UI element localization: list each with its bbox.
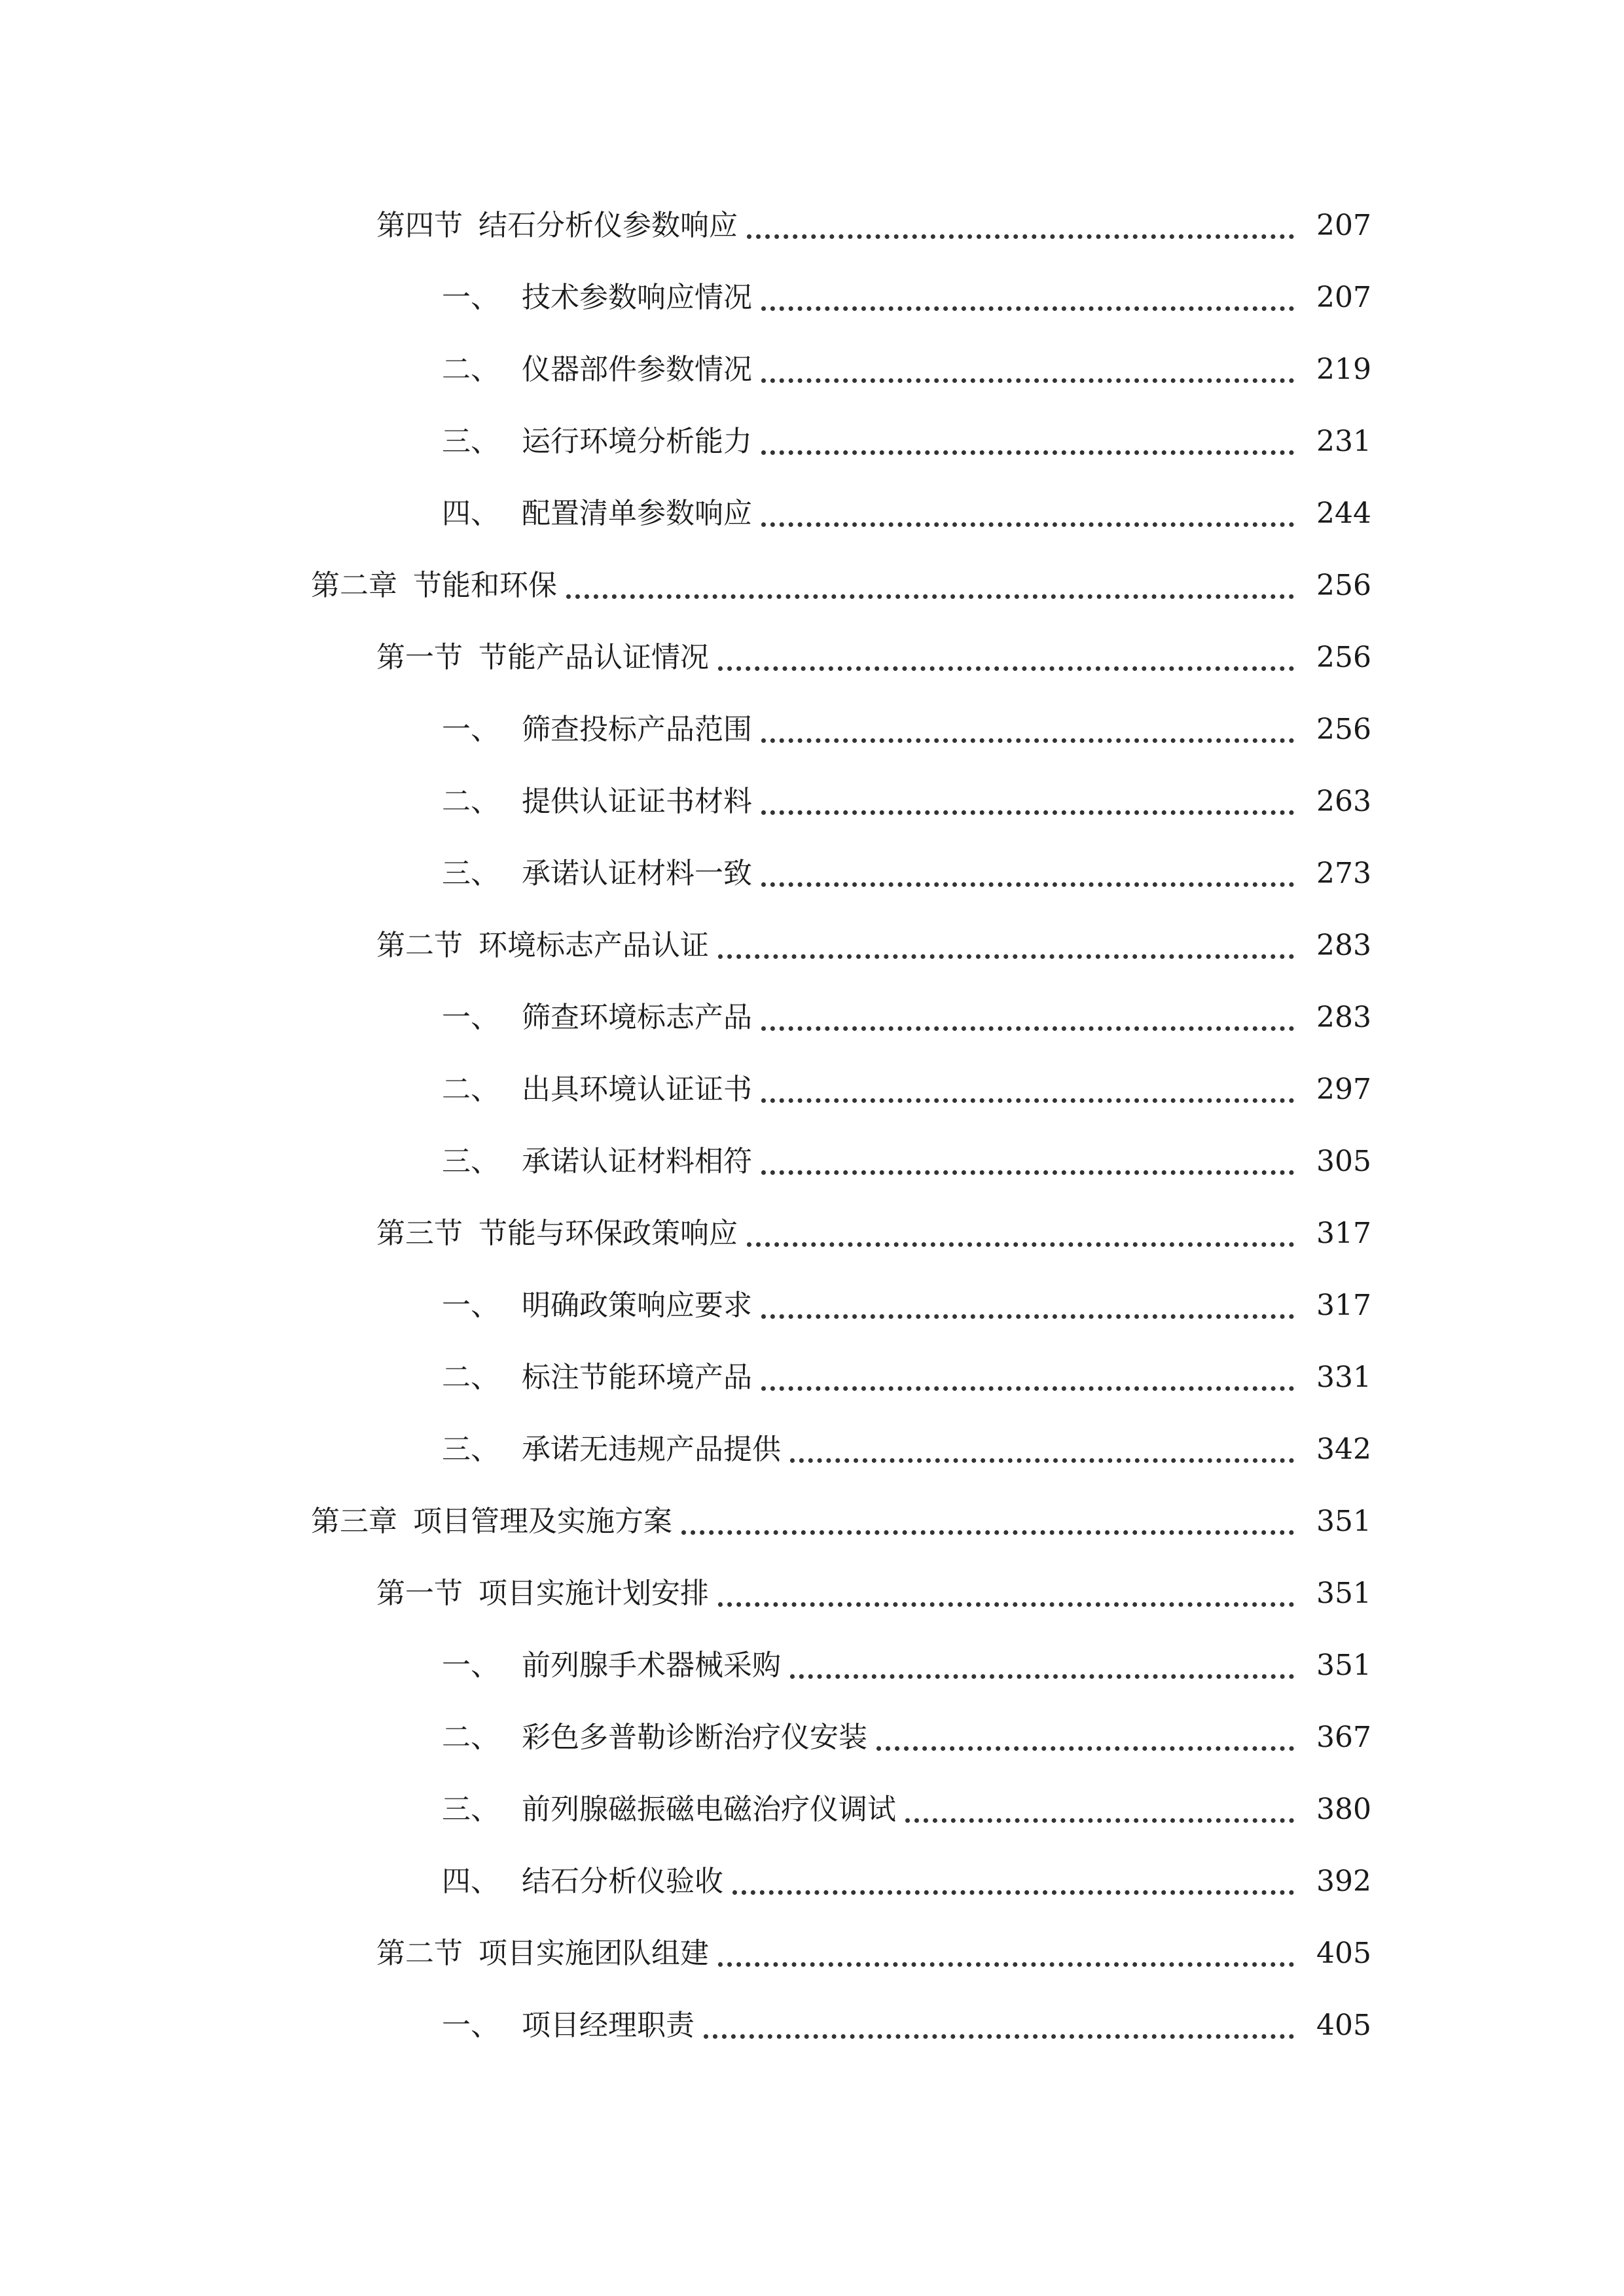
toc-entry-title: 出具环境认证证书	[522, 1073, 752, 1106]
toc-entry-page: 305	[1316, 1145, 1371, 1178]
toc-entry[interactable]	[0, 1198, 1624, 1270]
toc-entry-title: 结石分析仪验收	[522, 1865, 723, 1898]
toc-entry[interactable]	[0, 1702, 1624, 1774]
dot-leader	[761, 709, 1294, 743]
dot-leader	[761, 853, 1294, 887]
toc-entry-page: 367	[1316, 1721, 1371, 1754]
toc-entry-page: 283	[1316, 929, 1371, 962]
toc-entry-page: 231	[1316, 425, 1371, 458]
toc-entry-title: 技术参数响应情况	[522, 281, 752, 314]
toc-entry-title: 明确政策响应要求	[522, 1289, 752, 1322]
toc-entry-number: 三、	[442, 425, 499, 458]
toc-entry-number: 二、	[442, 1073, 499, 1106]
dot-leader	[905, 1789, 1294, 1823]
toc-entry[interactable]	[0, 982, 1624, 1054]
toc-entry-page: 351	[1316, 1577, 1371, 1610]
toc-entry-title: 节能和环保	[413, 569, 557, 602]
dot-leader	[761, 1285, 1294, 1319]
toc-entry-title: 筛查投标产品范围	[522, 713, 752, 746]
dot-leader	[747, 1213, 1294, 1247]
dot-leader	[718, 1933, 1294, 1967]
toc-entry-title: 项目经理职责	[522, 2009, 695, 2042]
dot-leader	[761, 1141, 1294, 1175]
toc-entry[interactable]	[0, 1126, 1624, 1198]
dot-leader	[790, 1429, 1294, 1463]
toc-entry-number: 一、	[442, 713, 499, 746]
dot-leader	[761, 1357, 1294, 1391]
toc-entry-title: 承诺认证材料相符	[522, 1145, 752, 1178]
toc-entry-number: 四、	[442, 497, 499, 530]
toc-entry-page: 317	[1316, 1217, 1371, 1250]
toc-entry-number: 一、	[442, 2009, 499, 2042]
toc-entry[interactable]	[0, 334, 1624, 406]
toc-entry-title: 节能产品认证情况	[478, 641, 709, 674]
toc-entry-number: 二、	[442, 1361, 499, 1394]
toc-entry-page: 207	[1316, 209, 1371, 242]
toc-entry-number: 一、	[442, 1001, 499, 1034]
dot-leader	[747, 206, 1294, 239]
toc-entry-title: 提供认证证书材料	[522, 785, 752, 818]
dot-leader	[761, 997, 1294, 1031]
toc-entry[interactable]	[0, 622, 1624, 694]
toc-entry-page: 244	[1316, 497, 1371, 530]
toc-entry-number: 三、	[442, 1145, 499, 1178]
toc-entry-title: 承诺认证材料一致	[522, 857, 752, 890]
toc-entry[interactable]	[0, 694, 1624, 766]
toc-entry-number: 三、	[442, 857, 499, 890]
toc-entry[interactable]	[0, 406, 1624, 478]
toc-entry-number: 二、	[442, 785, 499, 818]
toc-entry-page: 256	[1316, 569, 1371, 602]
dot-leader	[732, 1861, 1294, 1895]
dot-leader	[718, 925, 1294, 959]
toc-entry-page: 219	[1316, 353, 1371, 386]
toc-entry[interactable]	[0, 1990, 1624, 2062]
toc-entry-number: 第三节	[376, 1217, 463, 1250]
toc-entry-number: 第二章	[311, 569, 397, 602]
toc-entry-title: 项目实施团队组建	[478, 1937, 709, 1970]
dot-leader	[790, 1645, 1294, 1679]
toc-entry-number: 第一节	[376, 1577, 463, 1610]
toc-entry-title: 筛查环境标志产品	[522, 1001, 752, 1034]
toc-entry-title: 结石分析仪参数响应	[478, 209, 738, 242]
table-of-contents	[0, 190, 1624, 2062]
toc-entry-number: 四、	[442, 1865, 499, 1898]
toc-entry-number: 第三章	[311, 1505, 397, 1538]
toc-entry-page: 256	[1316, 641, 1371, 674]
toc-entry-number: 二、	[442, 353, 499, 386]
dot-leader	[876, 1717, 1294, 1751]
toc-entry-title: 配置清单参数响应	[522, 497, 752, 530]
toc-entry[interactable]	[0, 190, 1624, 262]
toc-entry-page: 263	[1316, 785, 1371, 818]
toc-entry-page: 342	[1316, 1433, 1371, 1466]
toc-entry-number: 二、	[442, 1721, 499, 1754]
toc-entry-title: 项目实施计划安排	[478, 1577, 709, 1610]
toc-entry-title: 彩色多普勒诊断治疗仪安装	[522, 1721, 867, 1754]
toc-entry[interactable]	[0, 1918, 1624, 1990]
toc-entry[interactable]	[0, 550, 1624, 622]
toc-entry[interactable]	[0, 838, 1624, 910]
toc-entry-page: 380	[1316, 1793, 1371, 1826]
toc-entry-number: 第一节	[376, 641, 463, 674]
toc-entry-page: 405	[1316, 2009, 1371, 2042]
toc-entry-page: 256	[1316, 713, 1371, 746]
toc-entry-title: 前列腺手术器械采购	[522, 1649, 781, 1682]
toc-entry-number: 三、	[442, 1433, 499, 1466]
toc-entry-page: 331	[1316, 1361, 1371, 1394]
toc-entry-title: 标注节能环境产品	[522, 1361, 752, 1394]
toc-entry-page: 297	[1316, 1073, 1371, 1106]
toc-entry-number: 一、	[442, 1649, 499, 1682]
dot-leader	[681, 1501, 1294, 1535]
toc-entry[interactable]	[0, 1270, 1624, 1342]
toc-entry[interactable]	[0, 1630, 1624, 1702]
toc-entry-number: 三、	[442, 1793, 499, 1826]
dot-leader	[761, 422, 1294, 455]
toc-entry[interactable]	[0, 1054, 1624, 1126]
toc-entry[interactable]	[0, 910, 1624, 982]
dot-leader	[761, 1069, 1294, 1103]
toc-entry[interactable]	[0, 1558, 1624, 1630]
toc-entry[interactable]	[0, 1846, 1624, 1918]
toc-entry-page: 351	[1316, 1505, 1371, 1538]
toc-entry-title: 运行环境分析能力	[522, 425, 752, 458]
toc-entry-page: 283	[1316, 1001, 1371, 1034]
toc-entry-title: 节能与环保政策响应	[478, 1217, 738, 1250]
toc-entry[interactable]	[0, 1486, 1624, 1558]
toc-entry-number: 第二节	[376, 929, 463, 962]
toc-entry[interactable]	[0, 478, 1624, 550]
dot-leader	[718, 637, 1294, 671]
dot-leader	[566, 565, 1294, 599]
toc-entry-number: 一、	[442, 1289, 499, 1322]
toc-entry-number: 第二节	[376, 1937, 463, 1970]
dot-leader	[761, 278, 1294, 311]
toc-entry-page: 317	[1316, 1289, 1371, 1322]
toc-entry-title: 承诺无违规产品提供	[522, 1433, 781, 1466]
toc-entry[interactable]	[0, 1774, 1624, 1846]
toc-entry-title: 环境标志产品认证	[478, 929, 709, 962]
dot-leader	[718, 1573, 1294, 1607]
toc-entry-title: 项目管理及实施方案	[413, 1505, 672, 1538]
toc-entry[interactable]	[0, 1414, 1624, 1486]
toc-entry-page: 351	[1316, 1649, 1371, 1682]
toc-entry-number: 第四节	[376, 209, 463, 242]
toc-entry[interactable]	[0, 262, 1624, 334]
toc-entry-page: 405	[1316, 1937, 1371, 1970]
toc-entry[interactable]	[0, 766, 1624, 838]
toc-entry-number: 一、	[442, 281, 499, 314]
toc-entry-title: 前列腺磁振磁电磁治疗仪调试	[522, 1793, 896, 1826]
dot-leader	[761, 350, 1294, 383]
dot-leader	[704, 2005, 1294, 2039]
toc-entry-page: 273	[1316, 857, 1371, 890]
dot-leader	[761, 781, 1294, 815]
toc-entry-title: 仪器部件参数情况	[522, 353, 752, 386]
toc-entry-page: 207	[1316, 281, 1371, 314]
toc-entry[interactable]	[0, 1342, 1624, 1414]
toc-entry-page: 392	[1316, 1865, 1371, 1898]
dot-leader	[761, 493, 1294, 527]
